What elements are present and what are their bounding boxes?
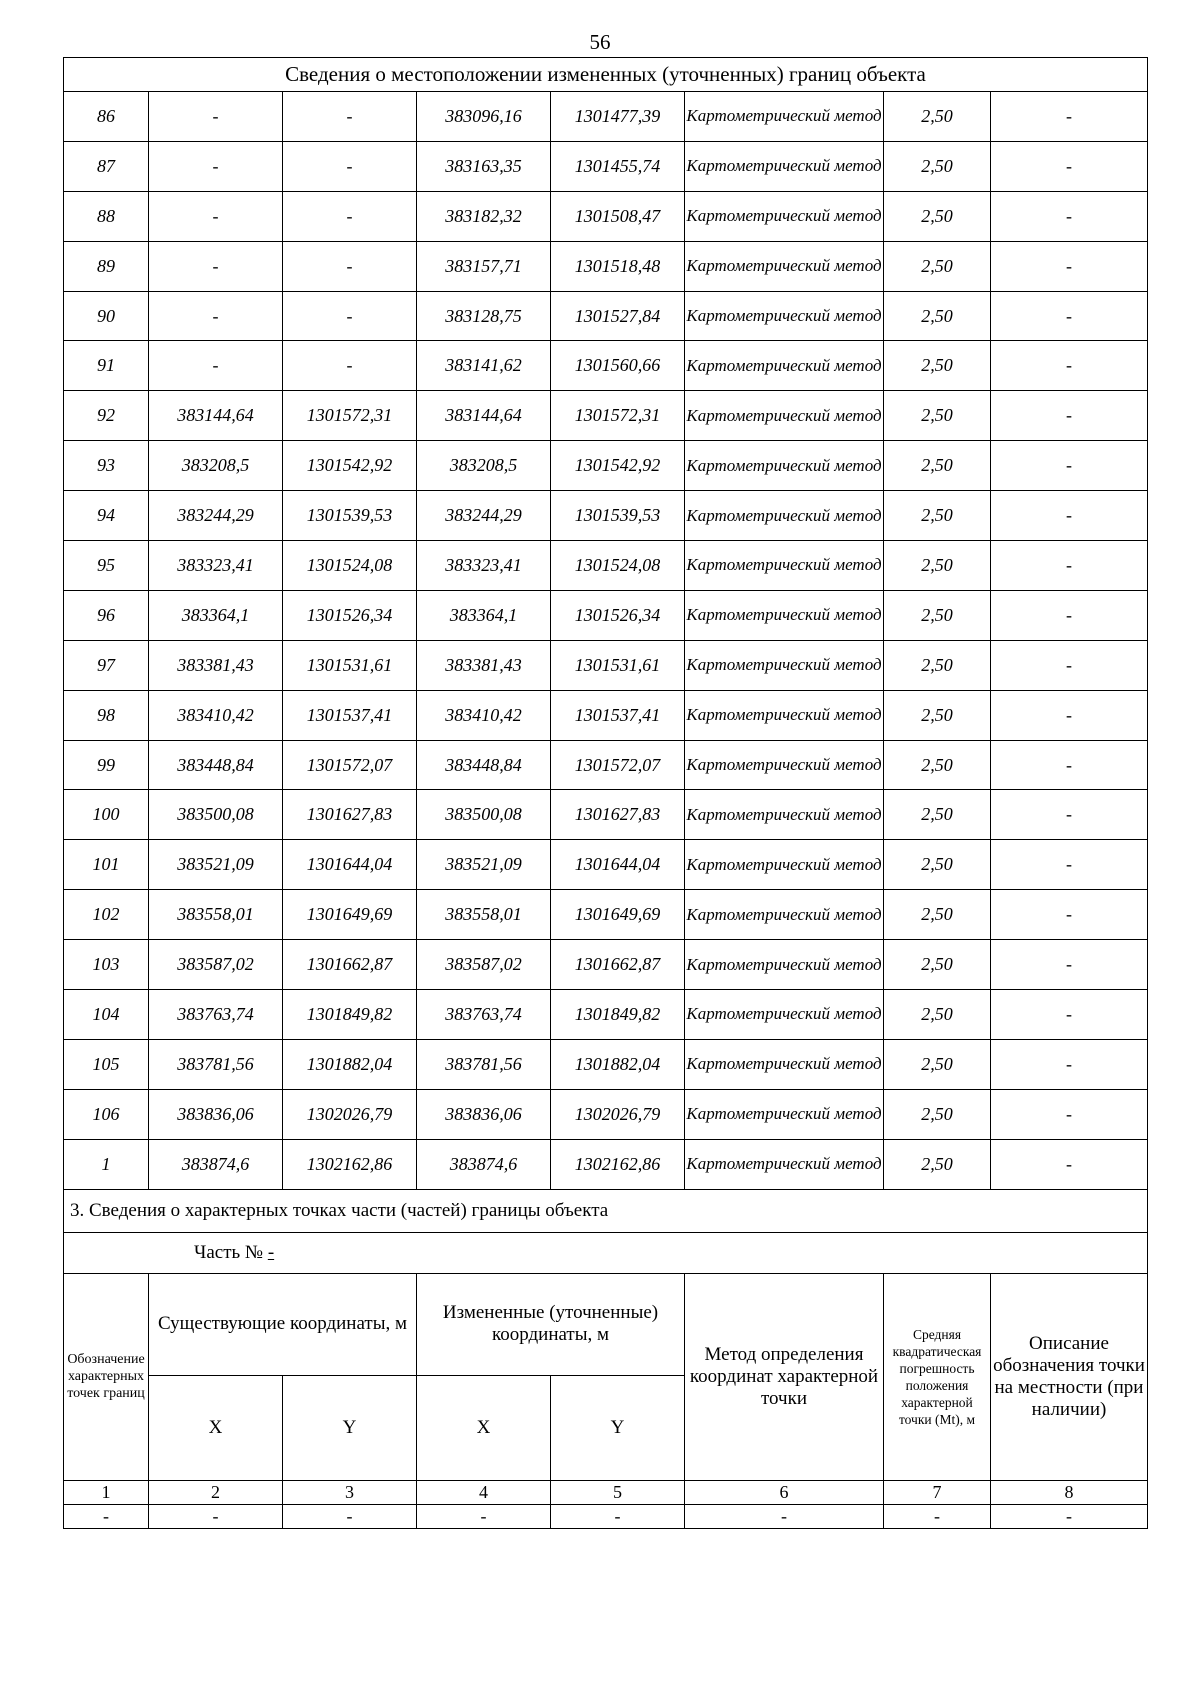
cell-mean-error: 2,50: [884, 940, 991, 990]
column-number: 3: [283, 1480, 417, 1504]
column-number: 8: [991, 1480, 1148, 1504]
table-row: [64, 690, 1148, 740]
empty-cell: -: [283, 1504, 417, 1528]
cell-changed-y: 1301527,84: [551, 291, 685, 341]
table-row: [64, 491, 1148, 541]
cell-description: -: [991, 391, 1148, 441]
cell-existing-x: 383448,84: [149, 740, 283, 790]
cell-point-id: 97: [64, 640, 149, 690]
cell-mean-error: 2,50: [884, 790, 991, 840]
empty-cell: -: [417, 1504, 551, 1528]
table-row: [64, 191, 1148, 241]
column-number: 4: [417, 1480, 551, 1504]
column-number: 6: [685, 1480, 884, 1504]
cell-description: -: [991, 740, 1148, 790]
cell-changed-x: 383410,42: [417, 690, 551, 740]
cell-existing-x: 383381,43: [149, 640, 283, 690]
boundary-table: [63, 57, 1148, 1529]
cell-existing-y: 1301649,69: [283, 890, 417, 940]
cell-method: Картометрический метод: [685, 191, 884, 241]
cell-method: Картометрический метод: [685, 840, 884, 890]
page-number: 56: [589, 30, 611, 54]
cell-description: -: [991, 341, 1148, 391]
cell-changed-y: 1301518,48: [551, 241, 685, 291]
empty-row: [64, 1504, 1148, 1528]
table-row: [64, 740, 1148, 790]
cell-mean-error: 2,50: [884, 640, 991, 690]
cell-changed-x: 383763,74: [417, 990, 551, 1040]
cell-changed-y: 1301849,82: [551, 990, 685, 1040]
cell-mean-error: 2,50: [884, 491, 991, 541]
header-existing-y: Y: [283, 1375, 417, 1480]
column-numbers-row: [64, 1480, 1148, 1504]
column-number: 5: [551, 1480, 685, 1504]
cell-point-id: 94: [64, 491, 149, 541]
cell-method: Картометрический метод: [685, 341, 884, 391]
cell-point-id: 98: [64, 690, 149, 740]
cell-point-id: 96: [64, 590, 149, 640]
cell-point-id: 99: [64, 740, 149, 790]
cell-changed-y: 1301649,69: [551, 890, 685, 940]
empty-cell: -: [991, 1504, 1148, 1528]
cell-description: -: [991, 840, 1148, 890]
cell-changed-y: 1301531,61: [551, 640, 685, 690]
cell-existing-x: 383874,6: [149, 1139, 283, 1189]
cell-point-id: 92: [64, 391, 149, 441]
cell-changed-x: 383096,16: [417, 92, 551, 142]
table-row: [64, 1089, 1148, 1139]
table-row: [64, 141, 1148, 191]
cell-existing-y: 1301572,07: [283, 740, 417, 790]
cell-existing-y: -: [283, 92, 417, 142]
cell-mean-error: 2,50: [884, 690, 991, 740]
cell-mean-error: 2,50: [884, 391, 991, 441]
cell-point-id: 93: [64, 441, 149, 491]
cell-method: Картометрический метод: [685, 640, 884, 690]
cell-existing-y: 1302162,86: [283, 1139, 417, 1189]
cell-description: -: [991, 441, 1148, 491]
cell-method: Картометрический метод: [685, 491, 884, 541]
cell-method: Картометрический метод: [685, 1089, 884, 1139]
cell-existing-y: 1301882,04: [283, 1039, 417, 1089]
table-row: [64, 391, 1148, 441]
cell-mean-error: 2,50: [884, 191, 991, 241]
cell-point-id: 101: [64, 840, 149, 890]
cell-method: Картометрический метод: [685, 241, 884, 291]
cell-description: -: [991, 141, 1148, 191]
cell-method: Картометрический метод: [685, 92, 884, 142]
cell-method: Картометрический метод: [685, 541, 884, 591]
header-existing-x: X: [149, 1375, 283, 1480]
cell-method: Картометрический метод: [685, 291, 884, 341]
table-row: [64, 1139, 1148, 1189]
table-row: [64, 590, 1148, 640]
cell-existing-x: 383836,06: [149, 1089, 283, 1139]
cell-existing-y: -: [283, 141, 417, 191]
cell-changed-x: 383182,32: [417, 191, 551, 241]
cell-point-id: 100: [64, 790, 149, 840]
cell-changed-y: 1301560,66: [551, 341, 685, 391]
cell-changed-y: 1301882,04: [551, 1039, 685, 1089]
cell-existing-y: 1301662,87: [283, 940, 417, 990]
cell-description: -: [991, 1039, 1148, 1089]
cell-description: -: [991, 990, 1148, 1040]
cell-existing-x: 383364,1: [149, 590, 283, 640]
column-number: 7: [884, 1480, 991, 1504]
table-row: [64, 441, 1148, 491]
table-row: [64, 541, 1148, 591]
cell-existing-x: -: [149, 341, 283, 391]
cell-mean-error: 2,50: [884, 990, 991, 1040]
table-row: [64, 890, 1148, 940]
cell-description: -: [991, 191, 1148, 241]
table-row: [64, 241, 1148, 291]
cell-description: -: [991, 940, 1148, 990]
cell-existing-y: 1301627,83: [283, 790, 417, 840]
cell-mean-error: 2,50: [884, 890, 991, 940]
cell-mean-error: 2,50: [884, 840, 991, 890]
part-label: Часть №: [194, 1241, 268, 1263]
header-description: Описание обозначения точки на местности (при наличии): [991, 1273, 1148, 1480]
cell-existing-y: 1302026,79: [283, 1089, 417, 1139]
cell-point-id: 103: [64, 940, 149, 990]
table-row: [64, 790, 1148, 840]
cell-changed-y: 1301644,04: [551, 840, 685, 890]
cell-point-id: 91: [64, 341, 149, 391]
cell-existing-y: 1301849,82: [283, 990, 417, 1040]
cell-existing-y: -: [283, 291, 417, 341]
cell-existing-x: 383521,09: [149, 840, 283, 890]
cell-mean-error: 2,50: [884, 291, 991, 341]
cell-changed-x: 383163,35: [417, 141, 551, 191]
table-row: [64, 940, 1148, 990]
cell-changed-x: 383208,5: [417, 441, 551, 491]
cell-changed-y: 1301526,34: [551, 590, 685, 640]
cell-description: -: [991, 241, 1148, 291]
cell-existing-x: 383144,64: [149, 391, 283, 441]
cell-existing-x: 383763,74: [149, 990, 283, 1040]
cell-method: Картометрический метод: [685, 990, 884, 1040]
cell-point-id: 1: [64, 1139, 149, 1189]
cell-description: -: [991, 890, 1148, 940]
cell-existing-y: 1301542,92: [283, 441, 417, 491]
section-title: Сведения о местоположении измененных (уточненных) границ объекта: [64, 58, 1148, 92]
cell-existing-x: 383781,56: [149, 1039, 283, 1089]
cell-point-id: 90: [64, 291, 149, 341]
cell-existing-x: 383244,29: [149, 491, 283, 541]
empty-cell: -: [149, 1504, 283, 1528]
cell-description: -: [991, 541, 1148, 591]
cell-mean-error: 2,50: [884, 341, 991, 391]
empty-cell: -: [685, 1504, 884, 1528]
cell-description: -: [991, 92, 1148, 142]
cell-changed-y: 1301572,31: [551, 391, 685, 441]
cell-existing-y: 1301539,53: [283, 491, 417, 541]
cell-changed-x: 383781,56: [417, 1039, 551, 1089]
cell-point-id: 87: [64, 141, 149, 191]
cell-description: -: [991, 590, 1148, 640]
cell-changed-x: 383521,09: [417, 840, 551, 890]
cell-method: Картометрический метод: [685, 1039, 884, 1089]
header-point-designation: Обозначение характерных точек границ: [64, 1273, 149, 1480]
table-row: [64, 341, 1148, 391]
cell-mean-error: 2,50: [884, 1089, 991, 1139]
table-row: [64, 990, 1148, 1040]
cell-existing-x: 383558,01: [149, 890, 283, 940]
cell-changed-y: 1301572,07: [551, 740, 685, 790]
cell-changed-y: 1302026,79: [551, 1089, 685, 1139]
cell-existing-x: -: [149, 141, 283, 191]
cell-method: Картометрический метод: [685, 790, 884, 840]
cell-existing-x: 383410,42: [149, 690, 283, 740]
cell-changed-x: 383587,02: [417, 940, 551, 990]
cell-method: Картометрический метод: [685, 1139, 884, 1189]
cell-method: Картометрический метод: [685, 940, 884, 990]
cell-point-id: 102: [64, 890, 149, 940]
cell-changed-y: 1301524,08: [551, 541, 685, 591]
cell-existing-y: 1301537,41: [283, 690, 417, 740]
column-number: 2: [149, 1480, 283, 1504]
cell-existing-x: 383500,08: [149, 790, 283, 840]
cell-existing-x: -: [149, 291, 283, 341]
cell-existing-y: -: [283, 341, 417, 391]
cell-changed-y: 1301662,87: [551, 940, 685, 990]
table-row: [64, 1039, 1148, 1089]
cell-mean-error: 2,50: [884, 1139, 991, 1189]
cell-method: Картометрический метод: [685, 391, 884, 441]
cell-existing-x: -: [149, 241, 283, 291]
cell-changed-x: 383381,43: [417, 640, 551, 690]
part-number: [64, 1232, 1148, 1273]
cell-mean-error: 2,50: [884, 590, 991, 640]
cell-changed-y: 1301508,47: [551, 191, 685, 241]
cell-description: -: [991, 790, 1148, 840]
cell-existing-y: 1301531,61: [283, 640, 417, 690]
header-changed-y: Y: [551, 1375, 685, 1480]
cell-mean-error: 2,50: [884, 740, 991, 790]
cell-changed-x: 383244,29: [417, 491, 551, 541]
cell-existing-y: 1301572,31: [283, 391, 417, 441]
cell-existing-y: 1301524,08: [283, 541, 417, 591]
cell-point-id: 104: [64, 990, 149, 1040]
cell-existing-y: -: [283, 241, 417, 291]
empty-cell: -: [64, 1504, 149, 1528]
cell-changed-y: 1301539,53: [551, 491, 685, 541]
table-row: [64, 640, 1148, 690]
cell-existing-x: -: [149, 191, 283, 241]
cell-changed-x: 383364,1: [417, 590, 551, 640]
cell-description: -: [991, 690, 1148, 740]
cell-point-id: 105: [64, 1039, 149, 1089]
cell-mean-error: 2,50: [884, 441, 991, 491]
cell-changed-y: 1301455,74: [551, 141, 685, 191]
cell-point-id: 89: [64, 241, 149, 291]
cell-changed-y: 1301537,41: [551, 690, 685, 740]
cell-existing-x: -: [149, 92, 283, 142]
cell-changed-y: 1301477,39: [551, 92, 685, 142]
cell-method: Картометрический метод: [685, 141, 884, 191]
column-number: 1: [64, 1480, 149, 1504]
table-row: [64, 291, 1148, 341]
cell-changed-x: 383157,71: [417, 241, 551, 291]
empty-cell: -: [884, 1504, 991, 1528]
cell-changed-y: 1301542,92: [551, 441, 685, 491]
table-row: [64, 840, 1148, 890]
header-changed-coords: Измененные (уточненные) координаты, м: [417, 1273, 685, 1375]
cell-changed-x: 383836,06: [417, 1089, 551, 1139]
cell-description: -: [991, 640, 1148, 690]
table-row: [64, 92, 1148, 142]
cell-existing-y: 1301644,04: [283, 840, 417, 890]
cell-existing-x: 383208,5: [149, 441, 283, 491]
cell-mean-error: 2,50: [884, 541, 991, 591]
cell-changed-y: 1301627,83: [551, 790, 685, 840]
cell-existing-x: 383323,41: [149, 541, 283, 591]
cell-changed-x: 383141,62: [417, 341, 551, 391]
cell-method: Картометрический метод: [685, 590, 884, 640]
cell-changed-x: 383448,84: [417, 740, 551, 790]
cell-changed-x: 383144,64: [417, 391, 551, 441]
header-existing-coords: Существующие координаты, м: [149, 1273, 417, 1375]
cell-existing-x: 383587,02: [149, 940, 283, 990]
header-mean-error: Средняя квадратическая погрешность положения характерной точки (Mt), м: [884, 1273, 991, 1480]
cell-method: Картометрический метод: [685, 740, 884, 790]
section3-title: 3. Сведения о характерных точках части (частей) границы объекта: [64, 1189, 1148, 1232]
cell-changed-x: 383323,41: [417, 541, 551, 591]
cell-mean-error: 2,50: [884, 92, 991, 142]
cell-description: -: [991, 1089, 1148, 1139]
cell-description: -: [991, 1139, 1148, 1189]
cell-changed-y: 1302162,86: [551, 1139, 685, 1189]
cell-mean-error: 2,50: [884, 141, 991, 191]
cell-description: -: [991, 291, 1148, 341]
cell-method: Картометрический метод: [685, 890, 884, 940]
cell-changed-x: 383128,75: [417, 291, 551, 341]
empty-cell: -: [551, 1504, 685, 1528]
cell-mean-error: 2,50: [884, 1039, 991, 1089]
cell-description: -: [991, 491, 1148, 541]
cell-changed-x: 383558,01: [417, 890, 551, 940]
cell-existing-y: -: [283, 191, 417, 241]
cell-point-id: 106: [64, 1089, 149, 1139]
cell-existing-y: 1301526,34: [283, 590, 417, 640]
cell-changed-x: 383500,08: [417, 790, 551, 840]
cell-mean-error: 2,50: [884, 241, 991, 291]
cell-method: Картометрический метод: [685, 441, 884, 491]
cell-point-id: 88: [64, 191, 149, 241]
header-changed-x: X: [417, 1375, 551, 1480]
header-method: Метод определения координат характерной точки: [685, 1273, 884, 1480]
cell-point-id: 86: [64, 92, 149, 142]
part-value: -: [267, 1241, 275, 1263]
cell-changed-x: 383874,6: [417, 1139, 551, 1189]
cell-point-id: 95: [64, 541, 149, 591]
cell-method: Картометрический метод: [685, 690, 884, 740]
